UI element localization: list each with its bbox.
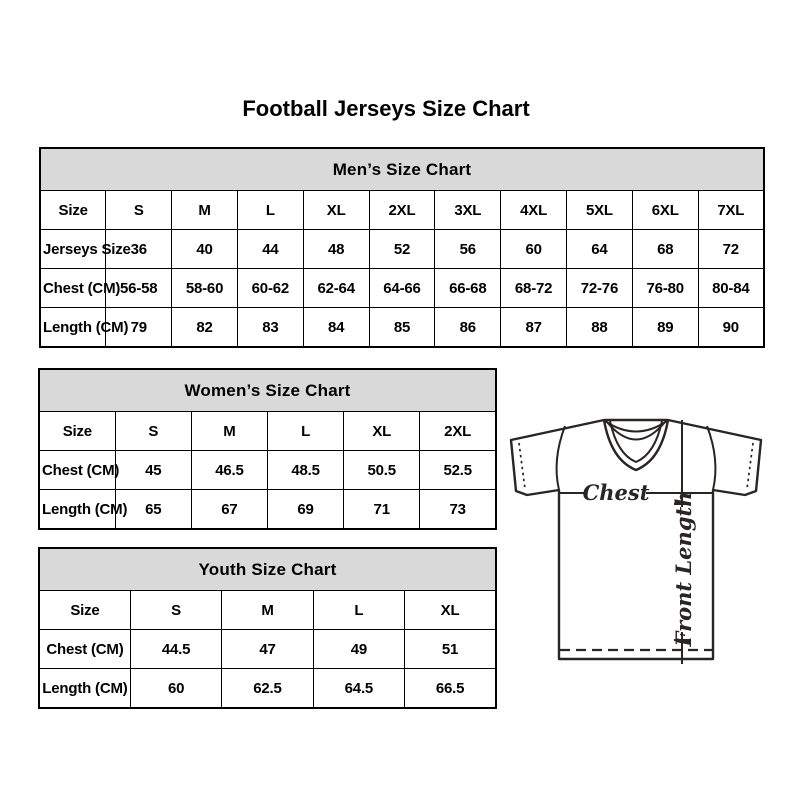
- value-cell: XL: [344, 412, 420, 451]
- value-cell: 72: [698, 230, 764, 269]
- row-header-cell: Chest (CM): [39, 451, 115, 490]
- women-table-header-row: [39, 369, 496, 412]
- value-cell: 68-72: [501, 269, 567, 308]
- value-cell: 64-66: [369, 269, 435, 308]
- youth-table-title: Youth Size Chart: [39, 548, 496, 591]
- value-cell: 62-64: [303, 269, 369, 308]
- value-cell: 52.5: [420, 451, 496, 490]
- women-table-title: Women’s Size Chart: [39, 369, 496, 412]
- men-table-header-row: [40, 148, 764, 191]
- value-cell: 84: [303, 308, 369, 348]
- right-sleeve-seam: [707, 426, 715, 490]
- value-cell: L: [313, 591, 404, 630]
- front-length-label: Front Length: [671, 491, 696, 647]
- value-cell: S: [115, 412, 191, 451]
- jersey-measurement-diagram: [508, 412, 768, 670]
- value-cell: 52: [369, 230, 435, 269]
- value-cell: 45: [115, 451, 191, 490]
- table-row: [40, 269, 764, 308]
- table-row: [40, 308, 764, 348]
- value-cell: 89: [632, 308, 698, 348]
- value-cell: 82: [172, 308, 238, 348]
- value-cell: 90: [698, 308, 764, 348]
- row-header-cell: Size: [39, 591, 130, 630]
- value-cell: 85: [369, 308, 435, 348]
- value-cell: 40: [172, 230, 238, 269]
- row-header-cell: Length (CM): [39, 669, 130, 709]
- value-cell: 2XL: [369, 191, 435, 230]
- table-row: [40, 191, 764, 230]
- value-cell: 44: [237, 230, 303, 269]
- value-cell: 58-60: [172, 269, 238, 308]
- value-cell: M: [191, 412, 267, 451]
- chest-label: Chest: [582, 480, 650, 505]
- value-cell: 56-58: [106, 269, 172, 308]
- value-cell: 69: [267, 490, 343, 530]
- value-cell: 83: [237, 308, 303, 348]
- table-row: [39, 451, 496, 490]
- row-header-cell: Length (CM): [39, 490, 115, 530]
- value-cell: L: [237, 191, 303, 230]
- value-cell: 56: [435, 230, 501, 269]
- value-cell: 73: [420, 490, 496, 530]
- value-cell: 36: [106, 230, 172, 269]
- value-cell: 72-76: [567, 269, 633, 308]
- value-cell: 48.5: [267, 451, 343, 490]
- value-cell: 60: [501, 230, 567, 269]
- value-cell: 50.5: [344, 451, 420, 490]
- row-header-cell: Jerseys Size: [40, 230, 106, 269]
- value-cell: 66-68: [435, 269, 501, 308]
- jersey-diagram-svg: [508, 412, 768, 670]
- value-cell: 6XL: [632, 191, 698, 230]
- table-row: [39, 490, 496, 530]
- value-cell: S: [130, 591, 221, 630]
- mens-size-table: [39, 147, 765, 348]
- value-cell: S: [106, 191, 172, 230]
- left-sleeve-seam: [557, 426, 565, 490]
- row-header-cell: Chest (CM): [39, 630, 130, 669]
- value-cell: 62.5: [222, 669, 313, 709]
- value-cell: 86: [435, 308, 501, 348]
- value-cell: 71: [344, 490, 420, 530]
- value-cell: 66.5: [405, 669, 496, 709]
- value-cell: L: [267, 412, 343, 451]
- table-row: [39, 669, 496, 709]
- value-cell: 64.5: [313, 669, 404, 709]
- value-cell: 4XL: [501, 191, 567, 230]
- value-cell: 7XL: [698, 191, 764, 230]
- value-cell: 67: [191, 490, 267, 530]
- value-cell: 47: [222, 630, 313, 669]
- value-cell: 76-80: [632, 269, 698, 308]
- value-cell: 65: [115, 490, 191, 530]
- row-header-cell: Size: [39, 412, 115, 451]
- table-row: [40, 230, 764, 269]
- value-cell: 3XL: [435, 191, 501, 230]
- value-cell: 88: [567, 308, 633, 348]
- value-cell: 46.5: [191, 451, 267, 490]
- value-cell: 2XL: [420, 412, 496, 451]
- womens-size-table: [38, 368, 497, 530]
- row-header-cell: Chest (CM): [40, 269, 106, 308]
- value-cell: 60-62: [237, 269, 303, 308]
- right-sleeve-dashed-line: [747, 443, 753, 489]
- value-cell: 49: [313, 630, 404, 669]
- value-cell: XL: [405, 591, 496, 630]
- value-cell: 44.5: [130, 630, 221, 669]
- left-sleeve-dashed-line: [519, 443, 525, 489]
- value-cell: 68: [632, 230, 698, 269]
- row-header-cell: Size: [40, 191, 106, 230]
- row-header-cell: Length (CM): [40, 308, 106, 348]
- table-row: [39, 412, 496, 451]
- value-cell: M: [172, 191, 238, 230]
- value-cell: 60: [130, 669, 221, 709]
- men-table-title: Men’s Size Chart: [40, 148, 764, 191]
- value-cell: 79: [106, 308, 172, 348]
- table-row: [39, 630, 496, 669]
- value-cell: 80-84: [698, 269, 764, 308]
- page-title: Football Jerseys Size Chart: [242, 96, 530, 121]
- value-cell: 5XL: [567, 191, 633, 230]
- value-cell: 64: [567, 230, 633, 269]
- value-cell: M: [222, 591, 313, 630]
- jersey-outline: [511, 420, 761, 659]
- youth-size-table: [38, 547, 497, 709]
- value-cell: 48: [303, 230, 369, 269]
- table-row: [39, 591, 496, 630]
- youth-table-header-row: [39, 548, 496, 591]
- value-cell: 87: [501, 308, 567, 348]
- value-cell: 51: [405, 630, 496, 669]
- value-cell: XL: [303, 191, 369, 230]
